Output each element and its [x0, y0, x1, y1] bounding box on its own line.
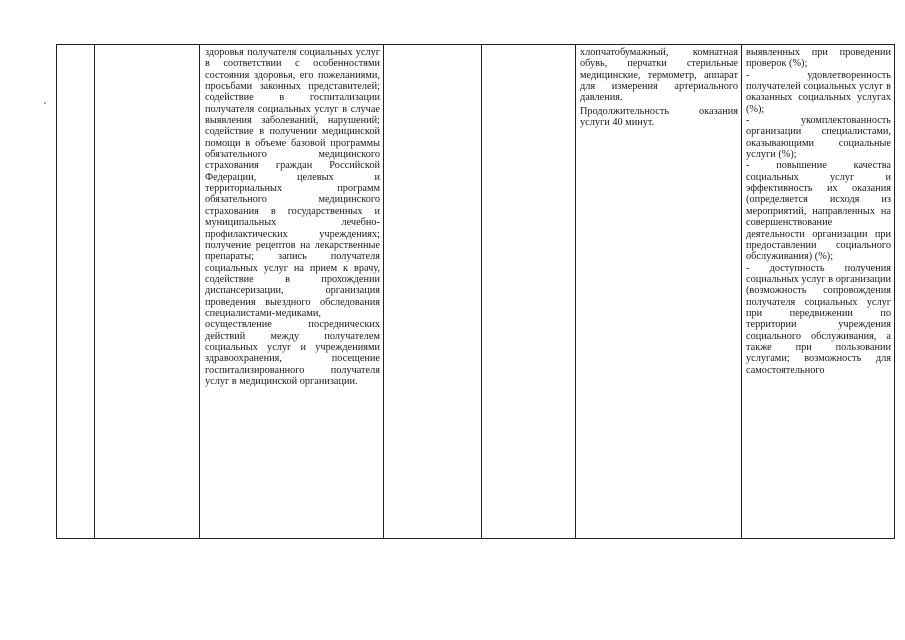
table-row: [57, 45, 895, 539]
conditions-text: хлопчатобумажный, комнатная обувь, перчатки стерильные медицинские, термометр, аппарат для измерения артериального давления.: [580, 47, 738, 104]
service-description-text: здоровья получателя социальных услуг в соответствии с особенностями состояния здоровья, его пожеланиями, просьбами законных представителей; содействие в госпитализации получателя социальных услуг в случае выявления заболеваний, нарушений; содействие в получении медицинской помощи в объеме базовой программы обязательного медицинского страхования граждан Российской Федерации, целевых и территориальных программ обязательного медицинского страхования в государственных и муниципальных лечебно-профилактических учреждениях; получение рецептов на лекарственные препараты; запись получателя социальных услуг на прием к врачу, содействие в прохождении диспансеризации, организация проведения выездного обследования специалистами-медиками, осуществление посреднических действий между получателем социальных услуг и учреждениями здравоохранения, посещение госпитализированного получателя услуг в медицинской организации.: [205, 47, 380, 387]
indicator-item: - укомплектованность организации специалистами, оказывающими социальные услуги (%);: [746, 115, 891, 161]
indicator-item: выявленных при проведении проверок (%);: [746, 47, 891, 70]
duration-text: Продолжительность оказания услуги 40 минут.: [580, 105, 738, 129]
cell-service-norm: [482, 45, 576, 539]
indicator-item: - доступность получения социальных услуг в организации (возможность сопровождения получателя социальных услуг при передвижении по территории учреждения социального обслуживания, а также при пользовании услугами; возможность для самостоятельного: [746, 262, 891, 376]
scan-speck: [44, 102, 46, 104]
services-table: [56, 44, 895, 539]
cell-service-conditions: [576, 45, 742, 539]
cell-service-name: [95, 45, 200, 539]
cell-number: [57, 45, 95, 539]
indicator-item: - удовлетворенность получателей социальных услуг в оказанных социальных услугах (%);: [746, 69, 891, 115]
indicator-item: - повышение качества социальных услуг и эффективность их оказания (определяется исходя из мероприятий, направленных на совершенствование деятельности организации при предоставлении социального обслуживания) (%);: [746, 160, 891, 263]
cell-quality-indicators: [742, 45, 895, 539]
cell-service-period: [384, 45, 482, 539]
cell-service-description: [200, 45, 384, 539]
